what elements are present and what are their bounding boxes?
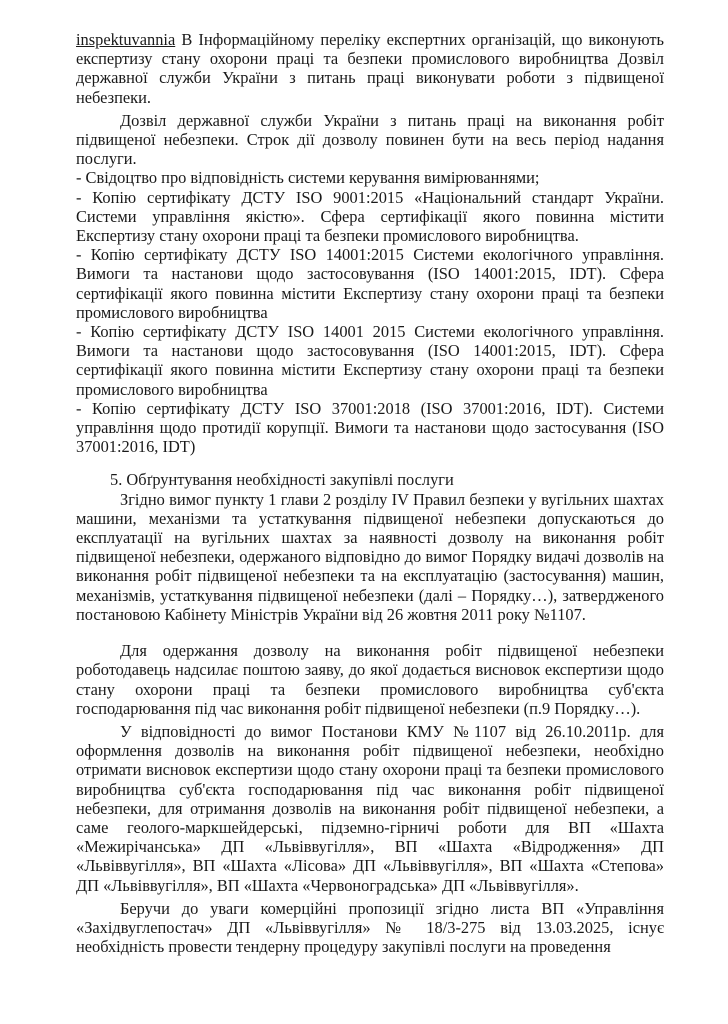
requirement-item: - Копію сертифікату ДСТУ ISO 37001:2018 (ISO 37001:2016, IDT). Системи управління щодо протидії корупції. Вимоги та настанови щодо застосування (ISO 37001:2016, IDT) [76,398,664,457]
body-paragraph: Беручи до уваги комерційні пропозиції згідно листа ВП «Управління «Західвуглепостач» ДП «Львіввугілля» № 18/3-275 від 13.03.2025, існує необхідність провести тендерну процедуру закупівлі послуги на проведення [76,898,664,957]
section-heading: 5. Обґрунтування необхідності закупівлі послуги [110,470,454,490]
body-paragraph: Для одержання дозволу на виконання робіт підвищеної небезпеки роботодавець надсилає поштою заяву, до якої додається висновок експертизи щодо стану охорони праці та безпеки промислового виробництва суб'єкта господарювання під час виконання робіт підвищеної небезпеки (п.9 Порядку…). [76,641,664,718]
intro-text: В Інформаційному переліку експертних організацій, що виконують експертизу стану охорони праці та безпеки промислового виробництва Дозвіл державної служби України з питань праці виконувати роботи з підвищеної небезпеки. [76,30,664,107]
requirement-item: - Копію сертифікату ДСТУ ISO 14001 2015 Системи екологічного управління. Вимоги та настанови щодо застосовування (ISO 14001:2015, IDT). Сфера сертифікації якого повинна містити Експертизу стану охорони праці та безпеки промислового виробництва [76,322,664,399]
body-paragraph: У відповідності до вимог Постанови КМУ №1107 від 26.10.2011р. для оформлення дозволів на виконання робіт підвищеної небезпеки, необхідно отримати висновок експертизи щодо стану охорони праці та безпеки промислового виробництва суб'єкта господарювання під час виконання робіт підвищеної небезпеки, для отримання дозволів на виконання робіт підвищеної небезпеки, а саме геолого-маркшейдерські, підземно-гірничі роботи для ВП «Шахта «Межирічанська» ДП «Львіввугілля», ВП «Шахта «Відродження» ДП «Львіввугілля», ВП «Шахта «Лісова» ДП «Львіввугілля», ВП «Шахта «Степова» ДП «Львіввугілля», ВП «Шахта «Червоноградська» ДП «Львіввугілля». [76,721,664,895]
requirement-item: - Копію сертифікату ДСТУ ISO 14001:2015 Системи екологічного управління. Вимоги та настанови щодо застосовування (ISO 14001:2015, IDT). Сфера сертифікації якого повинна містити Експертизу стану охорони праці та безпеки промислового виробництва [76,245,664,322]
permit-paragraph: Дозвіл державної служби України з питань праці на виконання робіт підвищеної небезпеки. Строк дії дозволу повинен бути на весь період надання послуги. [76,110,664,169]
requirement-item: - Свідоцтво про відповідність системи керування вимірюваннями; [76,168,540,188]
intro-paragraph [76,30,664,107]
intro-link: inspektuvannia [76,30,176,49]
body-paragraph: Згідно вимог пункту 1 глави 2 розділу IV Правил безпеки у вугільних шахтах машини, механізми та устаткування підвищеної небезпеки допускаються до експлуатації на вугільних шахтах за наявності дозволу на виконання робіт підвищеної небезпеки, одержаного відповідно до вимог Порядку видачі дозволів на виконання робіт підвищеної небезпеки та на експлуатацію (застосування) машин, механізмів, устаткування підвищеної небезпеки (далі – Порядку…), затвердженого постановою Кабінету Міністрів України від 26 жовтня 2011 року №1107. [76,489,664,624]
requirement-item: - Копію сертифікату ДСТУ ISO 9001:2015 «Національний стандарт України. Системи управління якістю». Сфера сертифікації якого повинна містити Експертизу стану охорони праці та безпеки промислового виробництва. [76,187,664,246]
